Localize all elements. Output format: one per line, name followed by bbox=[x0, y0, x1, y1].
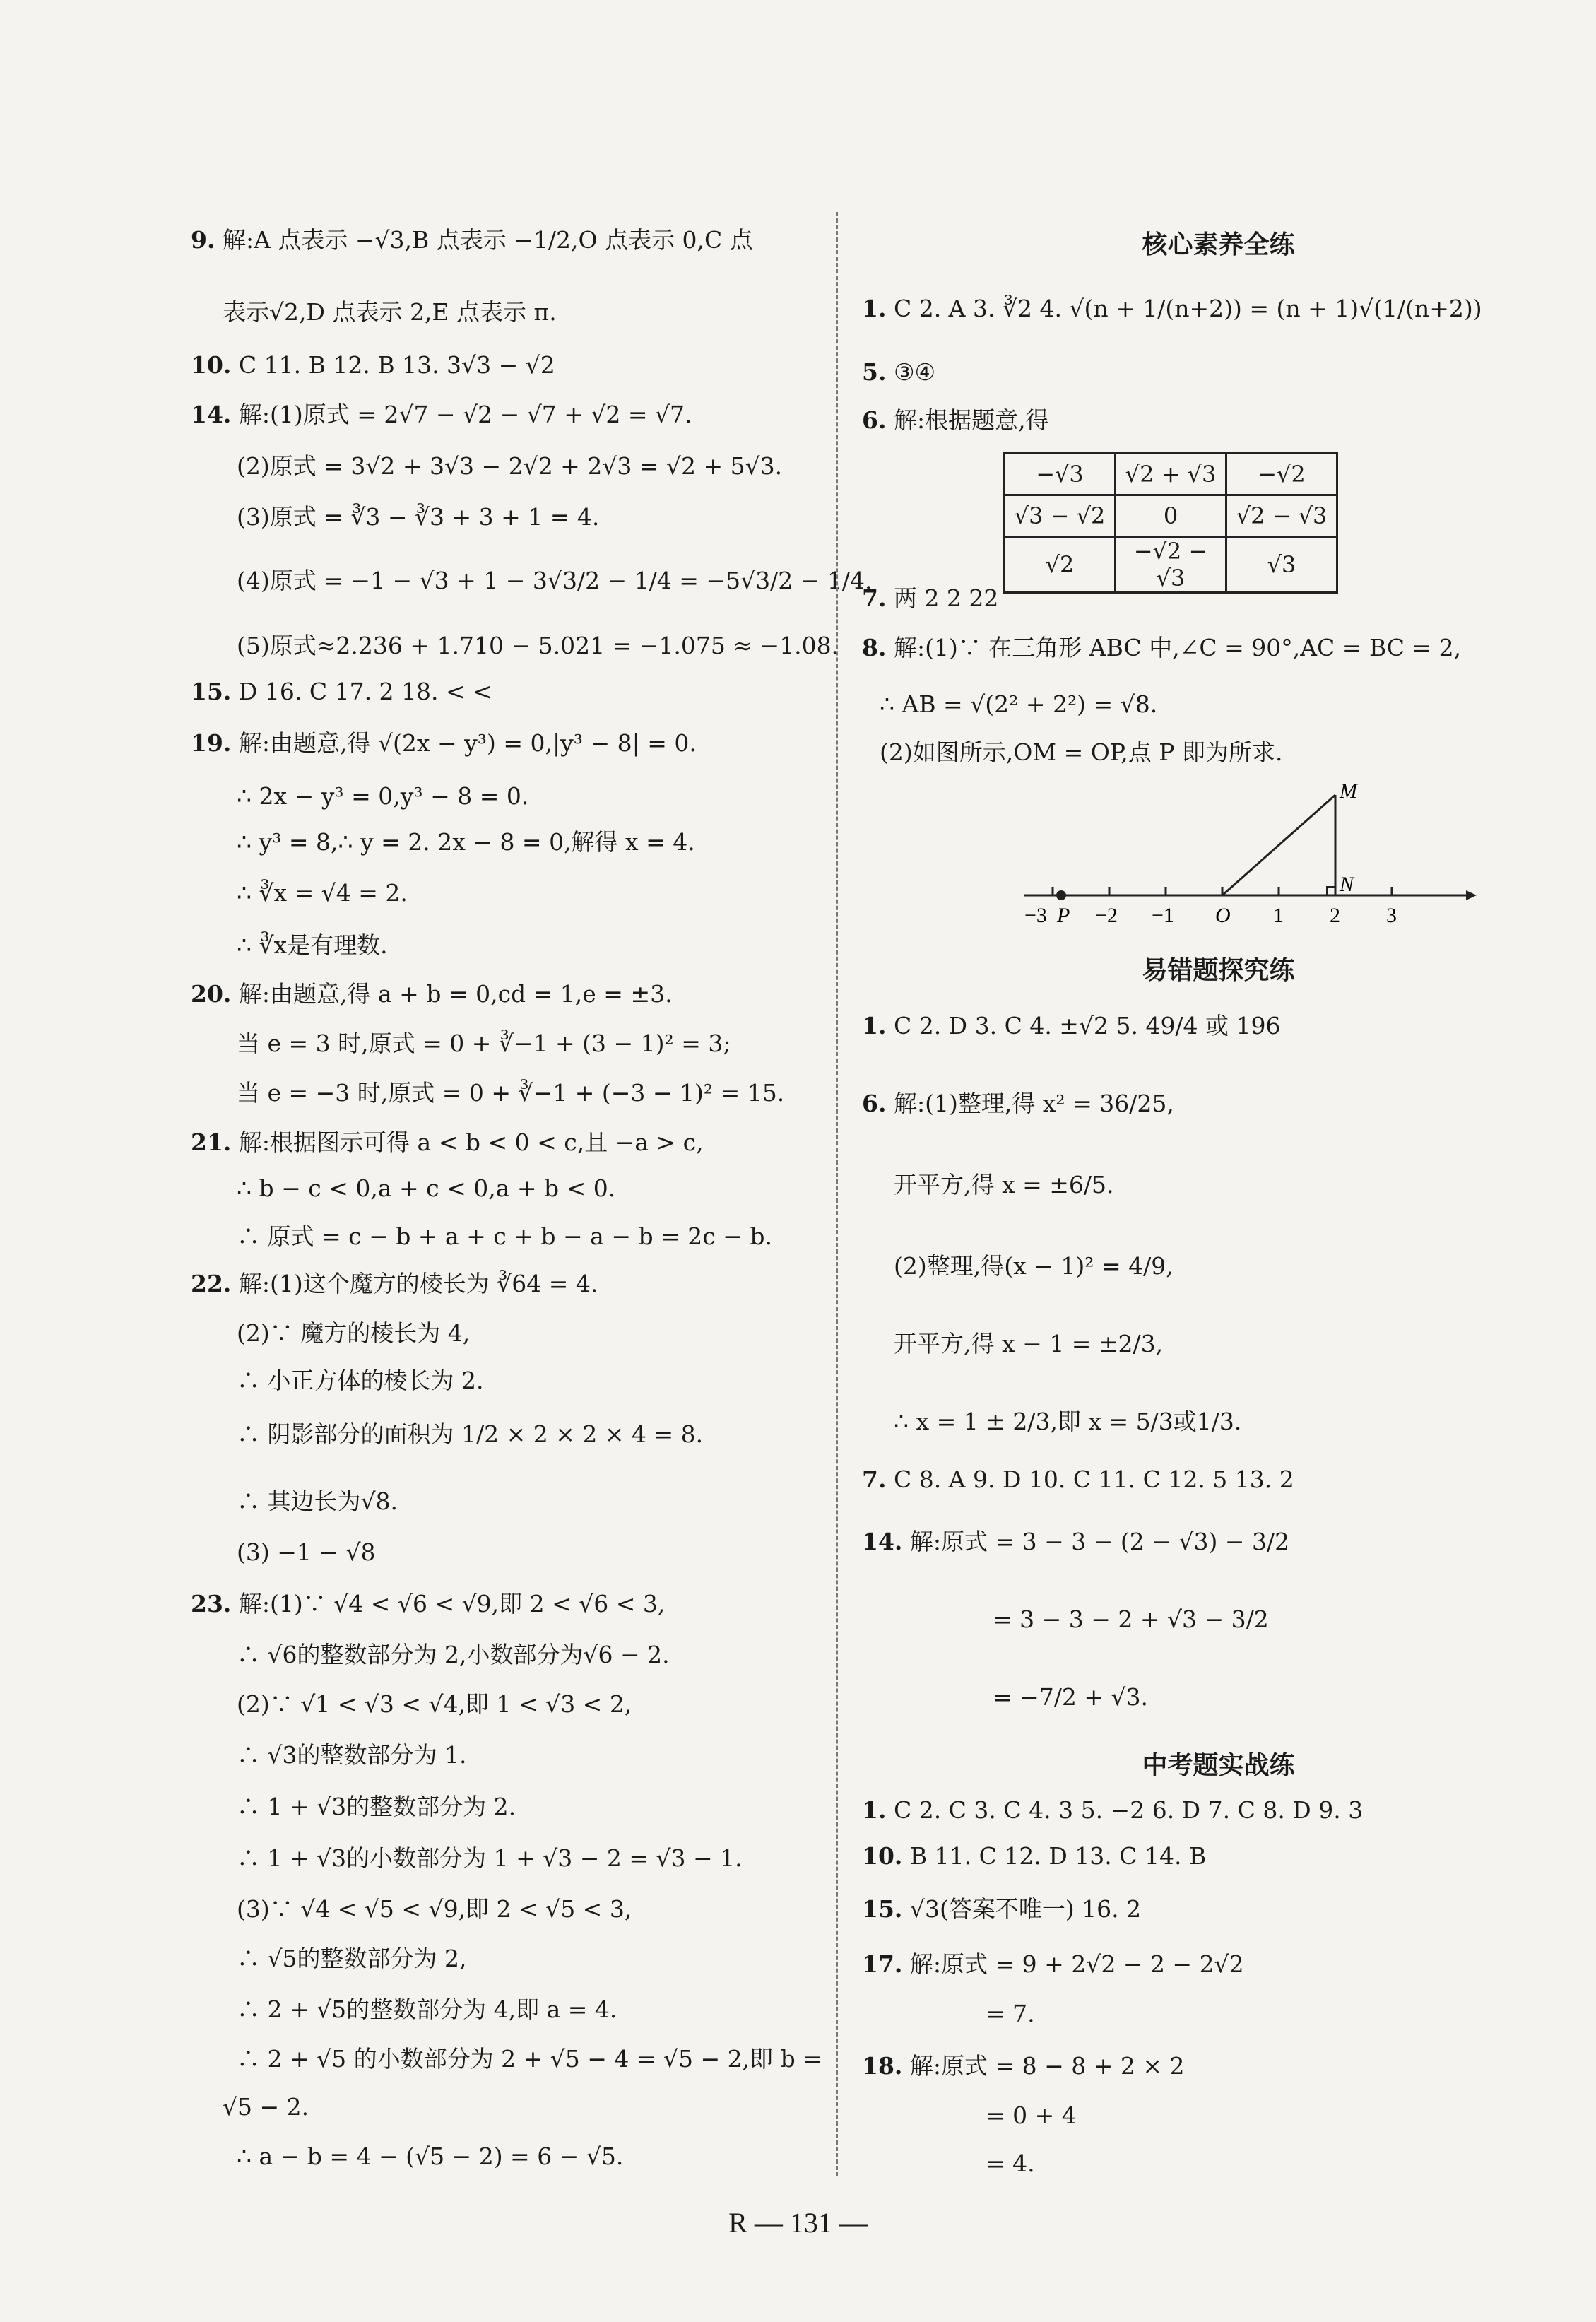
tick-label: −1 bbox=[1152, 904, 1174, 927]
answer-line bbox=[237, 2141, 623, 2172]
question-number: 10. bbox=[862, 1842, 903, 1870]
answer-text: 解:根据题意,得 bbox=[893, 406, 1049, 434]
question-number: 18. bbox=[862, 2052, 903, 2080]
table-row bbox=[1005, 495, 1337, 537]
question-number: 23. bbox=[191, 1590, 232, 1617]
question-number: 19. bbox=[191, 729, 232, 757]
question-number: 7. bbox=[862, 1466, 887, 1493]
answer-line bbox=[862, 405, 1049, 436]
answer-text: (2)∵ √1 < √3 < √4,即 1 < √3 < 2, bbox=[237, 1690, 632, 1718]
answer-line bbox=[191, 676, 492, 707]
answer-text: ∴ 2 + √5 的小数部分为 2 + √5 − 4 = √5 − 2,即 b = bbox=[237, 2045, 822, 2073]
answer-line bbox=[237, 1486, 398, 1517]
question-number: 6. bbox=[862, 406, 887, 434]
answer-line bbox=[223, 297, 557, 328]
answer-line bbox=[191, 399, 692, 430]
answer-line bbox=[862, 1894, 1141, 1925]
answer-line bbox=[862, 2051, 1185, 2082]
answer-text: 开平方,得 x − 1 = ±2/3, bbox=[894, 1330, 1164, 1357]
answer-line bbox=[894, 1328, 1163, 1360]
answer-line bbox=[862, 1088, 1174, 1119]
answer-text: (2)∵ 魔方的棱长为 4, bbox=[237, 1319, 471, 1347]
answer-line bbox=[237, 1994, 617, 2025]
question-number: 1. bbox=[862, 295, 887, 322]
answer-line bbox=[993, 1604, 1269, 1635]
answer-line bbox=[237, 1843, 743, 1874]
answer-line bbox=[862, 632, 1461, 664]
table-cell: √2 − √3 bbox=[1226, 495, 1337, 537]
answer-line bbox=[862, 1464, 1294, 1495]
answer-line bbox=[191, 350, 555, 381]
origin-label: O bbox=[1215, 904, 1231, 927]
answer-text: D 16. C 17. 2 18. < < bbox=[238, 678, 492, 705]
page-number: R — 131 — bbox=[728, 2207, 868, 2239]
answer-text: (4)原式 = −1 − √3 + 1 − 3√3/2 − 1/4 = −5√3/2 − 1/4. bbox=[237, 567, 873, 594]
point-n-label: N bbox=[1340, 873, 1354, 896]
question-number: 10. bbox=[191, 351, 232, 379]
answer-text: B 11. C 12. D 13. C 14. B bbox=[909, 1842, 1207, 1870]
answer-text: ∴ b − c < 0,a + c < 0,a + b < 0. bbox=[237, 1174, 616, 1202]
answer-text: ∴ 2 + √5的整数部分为 4,即 a = 4. bbox=[237, 1996, 617, 2023]
section-title-error: 易错题探究练 bbox=[1142, 956, 1295, 985]
table-cell: √2 + √3 bbox=[1116, 454, 1226, 495]
tick-label: 2 bbox=[1330, 904, 1340, 927]
answer-text: 解:原式 = 8 − 8 + 2 × 2 bbox=[909, 2052, 1185, 2080]
answer-text: 当 e = −3 时,原式 = 0 + ∛−1 + (−3 − 1)² = 15. bbox=[237, 1079, 785, 1107]
answer-line bbox=[237, 1078, 784, 1109]
answer-line bbox=[862, 583, 998, 614]
answer-text: 开平方,得 x = ±6/5. bbox=[894, 1171, 1114, 1198]
column-divider bbox=[836, 212, 838, 2176]
answer-text: ∴ 小正方体的棱长为 2. bbox=[237, 1367, 484, 1394]
answer-text: ∴ x = 1 ± 2/3,即 x = 5/3或1/3. bbox=[894, 1408, 1242, 1435]
answer-line bbox=[862, 1010, 1281, 1042]
question-number: 20. bbox=[191, 980, 232, 1008]
question-number: 15. bbox=[862, 1895, 903, 1923]
answer-text: ∴ √5的整数部分为 2, bbox=[237, 1945, 467, 1972]
answer-text: ∴ y³ = 8,∴ y = 2. 2x − 8 = 0,解得 x = 4. bbox=[237, 828, 695, 856]
answer-text: C 8. A 9. D 10. C 11. C 12. 5 13. 2 bbox=[893, 1466, 1294, 1493]
answer-line bbox=[237, 1639, 670, 1670]
answer-line bbox=[191, 728, 697, 759]
answer-text: ∴ ∛x是有理数. bbox=[237, 931, 388, 959]
answer-line bbox=[237, 1689, 632, 1720]
answer-line bbox=[894, 1406, 1241, 1437]
tick-label: 3 bbox=[1386, 904, 1397, 927]
question-number: 21. bbox=[191, 1128, 232, 1156]
point-p-label: P bbox=[1057, 904, 1070, 927]
answer-text: C 2. D 3. C 4. ±√2 5. 49/4 或 196 bbox=[893, 1012, 1281, 1039]
answer-text: √3(答案不唯一) 16. 2 bbox=[909, 1895, 1142, 1923]
answer-text: ∴ √6的整数部分为 2,小数部分为√6 − 2. bbox=[237, 1641, 670, 1668]
answer-text: ③④ bbox=[893, 358, 936, 386]
magic-square-table bbox=[1003, 452, 1338, 594]
answer-text: 解:(1)原式 = 2√7 − √2 − √7 + √2 = √7. bbox=[238, 401, 692, 428]
question-number: 5. bbox=[862, 358, 887, 386]
answer-text: = 7. bbox=[986, 2000, 1035, 2027]
table-cell: −√2 bbox=[1226, 454, 1337, 495]
answer-line bbox=[862, 1795, 1363, 1826]
answer-line bbox=[862, 1841, 1206, 1872]
table-cell: √2 bbox=[1005, 537, 1116, 593]
answer-line bbox=[237, 2044, 822, 2075]
answer-text: 当 e = 3 时,原式 = 0 + ∛−1 + (3 − 1)² = 3; bbox=[237, 1030, 731, 1057]
answer-line bbox=[237, 1419, 703, 1450]
answer-line bbox=[862, 293, 1482, 324]
answer-text: 解:原式 = 3 − 3 − (2 − √3) − 3/2 bbox=[909, 1528, 1290, 1555]
answer-line bbox=[880, 737, 1282, 768]
answer-text: 解:(1)∵ √4 < √6 < √9,即 2 < √6 < 3, bbox=[238, 1590, 666, 1617]
question-number: 8. bbox=[862, 634, 887, 661]
answer-text: (2)原式 = 3√2 + 3√3 − 2√2 + 2√3 = √2 + 5√3. bbox=[237, 452, 783, 480]
point-p-dot bbox=[1056, 890, 1066, 900]
answer-line bbox=[237, 502, 599, 533]
answer-text: 解:由题意,得 √(2x − y³) = 0,|y³ − 8| = 0. bbox=[238, 729, 697, 757]
question-number: 1. bbox=[862, 1796, 887, 1824]
answer-text: C 2. C 3. C 4. 3 5. −2 6. D 7. C 8. D 9. 3 bbox=[893, 1796, 1364, 1824]
answer-line bbox=[986, 1998, 1035, 2029]
question-number: 1. bbox=[862, 1012, 887, 1039]
answer-line bbox=[862, 357, 935, 388]
answer-line bbox=[880, 689, 1157, 720]
question-number: 14. bbox=[862, 1528, 903, 1555]
answer-line bbox=[237, 1537, 376, 1568]
answer-text: (2)如图所示,OM = OP,点 P 即为所求. bbox=[880, 738, 1283, 766]
answer-text: ∴ ∛x = √4 = 2. bbox=[237, 879, 408, 907]
answer-text: 表示√2,D 点表示 2,E 点表示 π. bbox=[223, 298, 557, 326]
answer-line bbox=[237, 781, 528, 812]
answer-text: C 2. A 3. ∛2 4. √(n + 1/(n+2)) = (n + 1)√(1/(n+2)) bbox=[893, 295, 1482, 322]
table-row bbox=[1005, 537, 1337, 593]
section-title-core: 核心素养全练 bbox=[1142, 230, 1295, 259]
table-cell: √3 bbox=[1226, 537, 1337, 593]
answer-text: (3)原式 = ∛3 − ∛3 + 3 + 1 = 4. bbox=[237, 503, 600, 531]
answer-text: ∴ 2x − y³ = 0,y³ − 8 = 0. bbox=[237, 782, 529, 810]
answer-text: ∴ 其边长为√8. bbox=[237, 1487, 398, 1515]
table-cell: −√3 bbox=[1005, 454, 1116, 495]
answer-text: ∴ AB = √(2² + 2²) = √8. bbox=[880, 690, 1158, 718]
answer-line bbox=[191, 1589, 665, 1620]
table-cell: −√2 − √3 bbox=[1116, 537, 1226, 593]
answer-line bbox=[237, 630, 839, 661]
answer-line bbox=[986, 2148, 1035, 2179]
answer-text: 解:(1)∵ 在三角形 ABC 中,∠C = 90°,AC = BC = 2, bbox=[893, 634, 1462, 661]
tick-label: −3 bbox=[1024, 904, 1047, 927]
answer-text: = 4. bbox=[986, 2150, 1035, 2177]
answer-text: (3)∵ √4 < √5 < √9,即 2 < √5 < 3, bbox=[237, 1895, 632, 1923]
answer-text: = 3 − 3 − 2 + √3 − 3/2 bbox=[993, 1605, 1269, 1633]
answer-line bbox=[993, 1682, 1148, 1713]
answer-text: 两 2 2 22 bbox=[893, 584, 999, 612]
answer-text: 解:A 点表示 −√3,B 点表示 −1/2,O 点表示 0,C 点 bbox=[222, 226, 753, 254]
answer-text: 解:(1)这个魔方的棱长为 ∛64 = 4. bbox=[238, 1270, 598, 1297]
answer-line bbox=[237, 1221, 772, 1252]
table-row bbox=[1005, 454, 1337, 495]
answer-line bbox=[223, 2092, 309, 2123]
answer-line bbox=[191, 1268, 598, 1300]
answer-line bbox=[237, 1740, 467, 1771]
answer-line bbox=[237, 1318, 470, 1349]
answer-text: C 11. B 12. B 13. 3√3 − √2 bbox=[238, 351, 555, 379]
tick-label: 1 bbox=[1273, 904, 1284, 927]
answer-line bbox=[986, 2100, 1077, 2131]
answer-text: 解:(1)整理,得 x² = 36/25, bbox=[893, 1090, 1174, 1117]
answer-line bbox=[237, 1791, 516, 1822]
answer-line bbox=[237, 827, 695, 858]
question-number: 22. bbox=[191, 1270, 232, 1297]
question-number: 7. bbox=[862, 584, 887, 612]
answer-text: ∴ 阴影部分的面积为 1/2 × 2 × 2 × 4 = 8. bbox=[237, 1420, 704, 1448]
point-m-label: M bbox=[1340, 781, 1357, 803]
answer-line bbox=[191, 225, 753, 256]
answer-line bbox=[237, 1028, 731, 1059]
answer-line bbox=[862, 1949, 1244, 1980]
answer-text: 解:由题意,得 a + b = 0,cd = 1,e = ±3. bbox=[238, 980, 673, 1008]
answer-text: = −7/2 + √3. bbox=[993, 1683, 1149, 1711]
question-number: 6. bbox=[862, 1090, 887, 1117]
answer-text: (3) −1 − √8 bbox=[237, 1538, 376, 1566]
answer-line bbox=[237, 1173, 615, 1204]
answer-line bbox=[237, 878, 408, 909]
answer-text: ∴ a − b = 4 − (√5 − 2) = 6 − √5. bbox=[237, 2143, 624, 2170]
answer-line bbox=[237, 1894, 632, 1925]
answer-text: 解:原式 = 9 + 2√2 − 2 − 2√2 bbox=[909, 1950, 1244, 1978]
answer-text: ∴ √3的整数部分为 1. bbox=[237, 1741, 467, 1769]
question-number: 9. bbox=[191, 226, 215, 254]
answer-text: ∴ 1 + √3的小数部分为 1 + √3 − 2 = √3 − 1. bbox=[237, 1844, 743, 1872]
answer-line bbox=[237, 930, 388, 961]
answer-line bbox=[862, 1526, 1289, 1557]
answer-text: 解:根据图示可得 a < b < 0 < c,且 −a > c, bbox=[238, 1128, 704, 1156]
answer-line bbox=[237, 1365, 483, 1396]
section-title-exam: 中考题实战练 bbox=[1142, 1751, 1295, 1780]
question-number: 17. bbox=[862, 1950, 903, 1978]
answer-text: ∴ 1 + √3的整数部分为 2. bbox=[237, 1793, 516, 1820]
answer-text: ∴ 原式 = c − b + a + c + b − a − b = 2c − b. bbox=[237, 1222, 772, 1250]
answer-text: = 0 + 4 bbox=[986, 2102, 1077, 2129]
answer-line bbox=[894, 1251, 1174, 1282]
answer-line bbox=[191, 979, 673, 1010]
segment-om bbox=[1222, 795, 1335, 895]
answer-line bbox=[237, 451, 782, 482]
answer-text: (2)整理,得(x − 1)² = 4/9, bbox=[894, 1252, 1174, 1280]
table-cell: √3 − √2 bbox=[1005, 495, 1116, 537]
number-line-figure bbox=[1024, 781, 1477, 933]
answer-line bbox=[191, 1127, 704, 1158]
answer-line bbox=[237, 565, 872, 596]
question-number: 14. bbox=[191, 401, 232, 428]
table-cell: 0 bbox=[1116, 495, 1226, 537]
tick-label: −2 bbox=[1095, 904, 1118, 927]
answer-line bbox=[894, 1169, 1113, 1201]
question-number: 15. bbox=[191, 678, 232, 705]
answer-text: √5 − 2. bbox=[223, 2093, 309, 2121]
answer-line bbox=[237, 1943, 467, 1974]
answer-text: (5)原式≈2.236 + 1.710 − 5.021 = −1.075 ≈ −1.08. bbox=[237, 632, 839, 659]
